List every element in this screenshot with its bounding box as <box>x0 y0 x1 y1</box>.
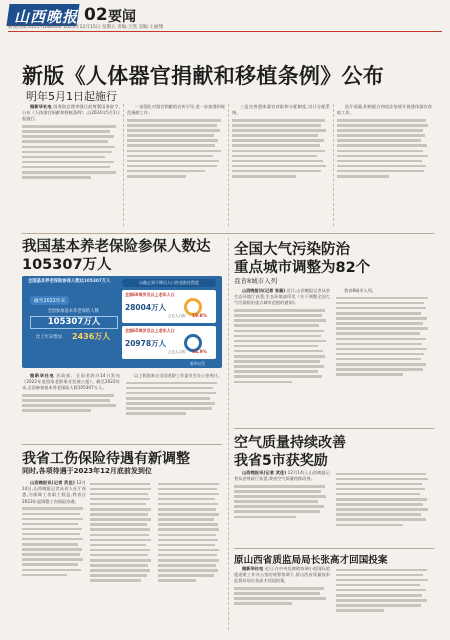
masthead-rule <box>8 31 442 32</box>
over65-pct: 14.9% <box>192 350 207 355</box>
pollution-paragraph-2: 我省8城市入列。 <box>344 288 376 293</box>
pollution-paragraph-1: 近日,山西晚报记者从省生态环境厅获悉,生态环境部印发《关于调整全国大气污染防治重点城市范围的通知》。 <box>234 288 330 306</box>
infographic-increase-value: 2436万人 <box>72 332 111 341</box>
infographic-increase-label: 比上年末增加 <box>36 335 62 340</box>
personnel-kicker: 据新华社电 <box>242 566 264 571</box>
lead-paragraph-4: 医疗质量,积极配合和依法依规开展遗体器官获取工作。 <box>337 104 432 116</box>
pension-paragraph-2: 以上数据来自全国老龄工作委员会办公室统计。 <box>134 373 222 378</box>
lead-paragraph-2: 一是强化对器官捐献的宣传引导,进一步加强和规范捐献工作。 <box>127 104 225 116</box>
over65-box <box>122 326 216 359</box>
lead-column-3 <box>232 104 330 228</box>
personnel-column-2 <box>336 566 432 632</box>
wage-column-1 <box>22 480 86 630</box>
pollution-headline-line-2: 重点城市调整为82个 <box>234 260 371 276</box>
air-column-2 <box>336 470 432 542</box>
air-headline-line-2: 我省5市获奖励 <box>234 453 328 469</box>
infographic-total-value: 105307万人 <box>30 316 118 329</box>
over65-pct-caption: 占总人口的 <box>168 350 186 354</box>
pollution-kicker: 山西晚报讯(记者 张磊) <box>242 288 286 293</box>
lead-subheadline: 明年5月1日起施行 <box>26 90 117 103</box>
air-kicker: 山西晚报讯(记者 武佳) <box>242 470 287 475</box>
over60-value: 28004万人 <box>125 303 167 312</box>
infographic-total-label: 全国参加基本养老保险人数 <box>47 309 99 314</box>
pension-column-1 <box>22 373 120 441</box>
pension-kicker: 据新华社电 <box>30 373 55 378</box>
pollution-column-2 <box>336 288 432 426</box>
wage-subheadline: 同时,各项待遇于2023年12月底前发到位 <box>22 467 152 475</box>
infographic-credit: 新华社发 <box>190 361 206 366</box>
section-title: 要闻 <box>108 9 136 25</box>
air-column-1 <box>234 470 330 542</box>
pollution-subheadline: 我省8城市入列 <box>234 277 278 285</box>
lead-headline: 新版《人体器官捐献和移植条例》公布 <box>22 64 385 88</box>
pension-infographic <box>22 276 222 368</box>
lead-paragraph-3: 三是完善遗体器官获取和分配制度,设计分配系统。 <box>232 104 330 116</box>
over65-value: 20978万人 <box>125 339 167 348</box>
infographic-ring-caption: 以截止到下降后人口的老龄化程度 <box>122 279 216 287</box>
personnel-column-1 <box>234 566 330 632</box>
wage-column-2 <box>90 480 154 630</box>
wage-headline: 我省工伤保险待遇有新调整 <box>22 451 190 467</box>
infographic-title: 全国基本养老保险参保人数达105307万人 <box>28 279 111 284</box>
personnel-paragraph-1: 近日,在中央反腐败协调小组国际追逃追赃工作办公室的统筹协调下,原山西省质量技术监督局局长张高才回国投案。 <box>234 566 330 584</box>
lead-column-2 <box>127 104 225 228</box>
pollution-column-1 <box>234 288 330 426</box>
newspaper-logo-text: 山西晚报 <box>14 8 79 26</box>
air-paragraph-1: 12月14日,山西晚报记者从省财政厅获悉,我省空气质量持续改善。 <box>234 470 330 482</box>
pension-headline: 我国基本养老保险参保人数达105307万人 <box>22 239 211 273</box>
personnel-headline: 原山西省质监局局长张高才回国投案 <box>234 555 388 566</box>
air-headline-line-1: 空气质量持续改善 <box>234 435 346 451</box>
wage-paragraph-1: 12月14日,山西晚报记者从省人社厅获悉,为保障工伤职工权益,我省自2023年起调整工伤保险待遇。 <box>22 480 86 504</box>
wage-column-3 <box>158 480 222 630</box>
pension-column-2 <box>126 373 222 441</box>
wage-kicker: 山西晚报讯(记者 武佳) <box>30 480 75 485</box>
lead-column-4 <box>337 104 432 228</box>
pension-paragraph-1: 民政部、全国老龄办14日发布《2022年度国家老龄事业发展公报》。截至2022年末,全国参加基本养老保险人数105307万人。 <box>22 373 120 391</box>
over60-box <box>122 290 216 323</box>
over60-label: 全国60周岁及以上老年人口 <box>125 292 175 297</box>
masthead-info-line: 新闻热线:0351-4286666 2023年12月15日 星期五 责编:王凯 美编:王丽翔 <box>8 25 163 30</box>
page-number: 02 <box>84 5 108 25</box>
over60-pct-caption: 占总人口的 <box>168 314 186 318</box>
lead-kicker: 据新华社电 <box>30 104 52 109</box>
infographic-year-end: 截至2022年末 <box>30 296 69 305</box>
lead-column-1 <box>22 104 120 228</box>
pollution-headline-line-1: 全国大气污染防治 <box>234 242 350 258</box>
lead-paragraph-1: 国务院总理李强日前签署国务院令,公布《人体器官捐献和移植条例》,自2024年5月1日起施行。 <box>22 104 120 122</box>
over60-pct: 19.8% <box>192 314 207 319</box>
masthead <box>0 0 450 30</box>
over65-label: 全国65周岁及以上老年人口 <box>125 328 175 333</box>
